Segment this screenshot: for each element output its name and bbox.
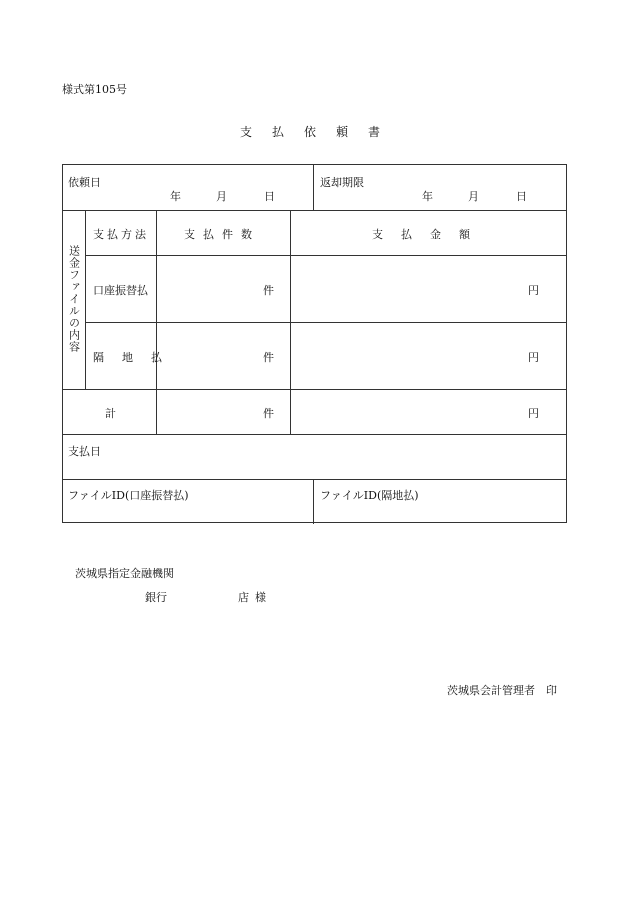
- payment-request-form: [62, 164, 567, 523]
- divider: [313, 165, 314, 210]
- treasurer-seal: 茨城県会計管理者 印: [447, 684, 557, 697]
- total-count-unit: 件: [263, 407, 274, 420]
- total-label: 計: [105, 407, 116, 420]
- document-title: 支払依頼書: [240, 125, 401, 139]
- bank-branch-line: [145, 589, 272, 605]
- bank-suffix: 銀行: [145, 591, 167, 604]
- row-count-unit: 件: [263, 351, 274, 364]
- row-amount-unit: 円: [528, 284, 539, 297]
- header-payment-method: 支払方法: [93, 228, 149, 241]
- transmission-file-contents-label: 送金ファイルの内容: [67, 245, 81, 353]
- file-id-remote-payment-label: ファイルID(隔地払): [320, 489, 419, 502]
- divider: [290, 210, 291, 434]
- branch-suffix: 店様: [238, 591, 272, 604]
- form-number: 様式第105号: [62, 83, 127, 96]
- return-deadline-year: 年: [422, 190, 433, 203]
- file-id-account-transfer-label: ファイルID(口座振替払): [68, 489, 189, 502]
- request-date-month: 月: [216, 190, 227, 203]
- divider: [63, 389, 566, 390]
- divider: [63, 210, 566, 211]
- payment-date-label: 支払日: [68, 445, 101, 458]
- divider: [63, 434, 566, 435]
- request-date-day: 日: [264, 190, 275, 203]
- header-payment-count: 支払件数: [184, 228, 260, 241]
- request-date-year: 年: [170, 190, 181, 203]
- row-count-unit: 件: [263, 284, 274, 297]
- return-deadline-day: 日: [516, 190, 527, 203]
- row-amount-unit: 円: [528, 351, 539, 364]
- row-method-remote-payment: 隔地払: [93, 351, 180, 364]
- divider: [63, 479, 566, 480]
- header-payment-amount: 支払金額: [372, 228, 488, 241]
- return-deadline-month: 月: [468, 190, 479, 203]
- total-amount-unit: 円: [528, 407, 539, 420]
- divider: [313, 479, 314, 524]
- divider: [85, 322, 566, 323]
- row-method-account-transfer: 口座振替払: [93, 284, 148, 297]
- divider: [85, 255, 566, 256]
- designated-financial-institution: 茨城県指定金融機関: [75, 567, 174, 580]
- request-date-label: 依頼日: [68, 176, 101, 189]
- divider: [85, 210, 86, 389]
- return-deadline-label: 返却期限: [320, 176, 364, 189]
- divider: [156, 210, 157, 434]
